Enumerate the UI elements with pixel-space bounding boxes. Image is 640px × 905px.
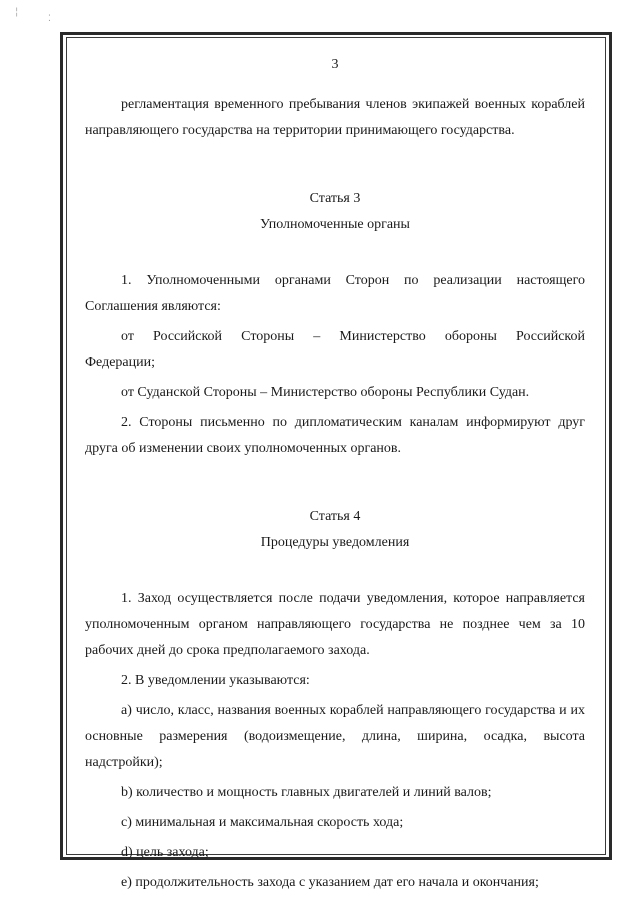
article-3-paragraph-4: 2. Стороны письменно по дипломатическим каналам информируют друг друга об изменении своих уполномоченных органов. [85,415,585,456]
article-3-paragraph-1: 1. Уполномоченными органами Сторон по реализации настоящего Соглашения являются: [85,273,585,314]
article-4-title: Процедуры уведомления [260,535,410,550]
article-3-title: Уполномоченные органы [260,217,410,232]
article-4-paragraph-2: 2. В уведомлении указываются: [121,673,310,688]
article-3-paragraph-3: от Суданской Стороны – Министерство обороны Республики Судан. [121,385,530,400]
scan-artifact: ╎ [14,8,20,18]
article-4-item-a: а) число, класс, названия военных кораблей направляющего государства и их основные размерения (водоизмещение, длина, ширина, осадка, высота надстройки); [85,703,585,770]
article-4-number: Статья 4 [309,509,361,524]
page-number: 3 [331,57,339,72]
article-4-item-b: b) количество и мощность главных двигателей и линий валов; [121,785,492,800]
article-4-item-e: e) продолжительность захода с указанием дат его начала и окончания; [121,875,539,890]
article-3-number: Статья 3 [309,191,361,206]
article-3-paragraph-2-line-1: от Российской Стороны – Министерство обороны Российской [121,329,585,344]
scan-artifact: ⁚ [48,14,51,24]
intro-paragraph: регламентация временного пребывания членов экипажей военных кораблей направляющего государства на территории принимающего государства. [85,97,585,138]
article-4-item-d: d) цель захода; [121,845,209,860]
article-4-item-c: c) минимальная и максимальная скорость хода; [121,815,404,830]
document-body [85,52,585,896]
article-3-paragraph-2-line-2: Федерации; [85,355,156,370]
article-4-paragraph-1: 1. Заход осуществляется после подачи уведомления, которое направляется уполномоченным органом направляющего государства не позднее чем за 10 рабочих дней до срока предполагаемого захода. [85,591,585,658]
